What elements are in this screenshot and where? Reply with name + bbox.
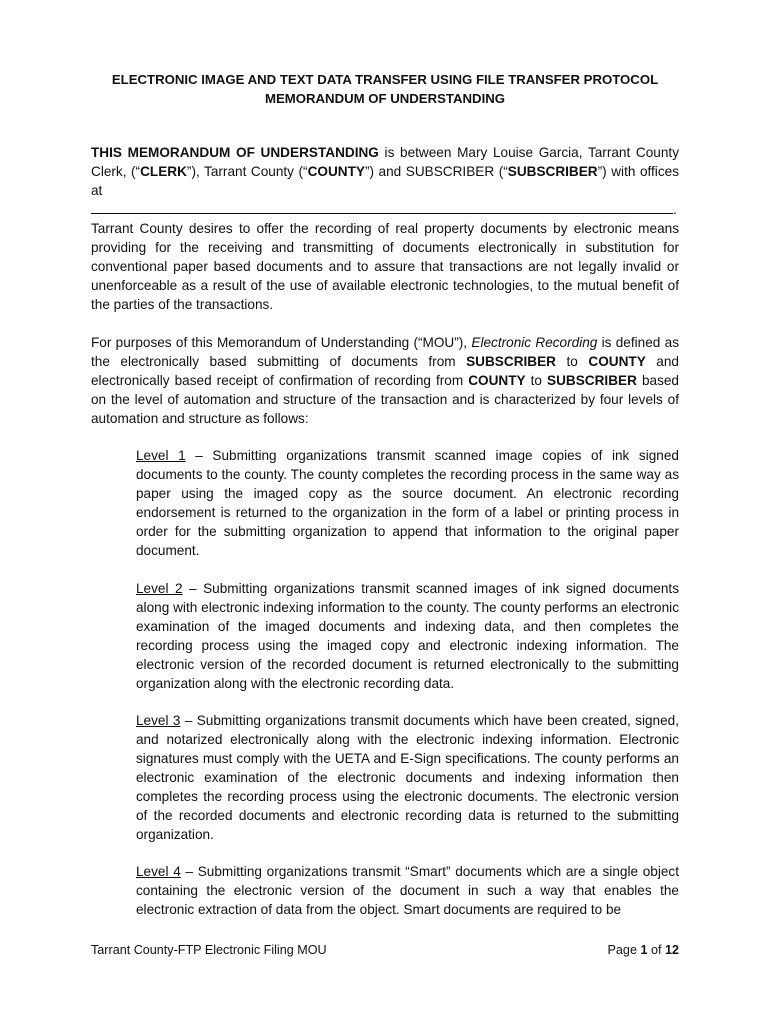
footer-document-name: Tarrant County-FTP Electronic Filing MOU [91, 943, 327, 957]
purpose-paragraph: Tarrant County desires to offer the recording of real property documents by electronic means providing for the receiving and transmitting of documents electronically in substitution for conventional paper based documents and to assure that transactions are not legally invalid or unenforceable as a result of the use of available electronic technologies, to the mutual benefit of the parties of the transactions. [91, 221, 679, 312]
definition-paragraph: For purposes of this Memorandum of Understanding (“MOU”), Electronic Recording is defined as the electronically based submitting of documents from SUBSCRIBER to COUNTY and electronically based receipt of confirmation of recording from COUNTY to SUBSCRIBER based on the level of automation and structure of the transaction and is characterized by four levels of automation and structure as follows: [91, 335, 680, 426]
level-4-label: Level 4 [136, 864, 181, 879]
level-2-paragraph: Level 2 – Submitting organizations transmit scanned images of ink signed documents along with electronic indexing information to the county. The county performs an electronic examination of the imaged documents and indexing data, and then completes the recording process using the imaged copy and electronic indexing information. The electronic version of the recorded document is returned electronically to the submitting organization along with the electronic recording data. [136, 581, 679, 691]
level-3-paragraph: Level 3 – Submitting organizations transmit documents which have been created, signed, and notarized electronically along with the electronic indexing information. Electronic signatures must comply with the UETA and E-Sign specifications. The county performs an electronic examination of the electronic documents and indexing information then completes the recording process using the electronic documents. The electronic version of the recorded documents and electronic recording data is returned to the submitting organization. [136, 713, 679, 842]
defined-term: Electronic Recording [471, 335, 598, 350]
address-blank-line [91, 201, 673, 214]
intro-paragraph: THIS MEMORANDUM OF UNDERSTANDING is between Mary Louise Garcia, Tarrant County Clerk, (“CLERK”), Tarrant County (“COUNTY”) and SUBSCRIBER (“SUBSCRIBER”) with offices at . [91, 145, 679, 217]
page-number: Page 1 of 12 [607, 943, 679, 957]
level-1-paragraph: Level 1 – Submitting organizations transmit scanned image copies of ink signed documents to the county. The county completes the recording process in the same way as paper using the imaged copy as the source document. An electronic recording endorsement is returned to the organization in the form of a label or printing process in order for the submitting organization to append that information to the original paper document. [136, 448, 679, 558]
level-3-label: Level 3 [136, 713, 181, 728]
subscriber-term: SUBSCRIBER [507, 164, 598, 179]
title-line-2: MEMORANDUM OF UNDERSTANDING [264, 91, 506, 106]
level-2-label: Level 2 [136, 581, 183, 596]
level-1-label: Level 1 [136, 448, 186, 463]
level-4-paragraph: Level 4 – Submitting organizations transmit “Smart” documents which are a single object containing the electronic version of the document in such a way that enables the electronic extraction of data from the object. Smart documents are required to be [136, 864, 679, 917]
intro-lead: THIS MEMORANDUM OF UNDERSTANDING [91, 145, 379, 160]
title-line-1: ELECTRONIC IMAGE AND TEXT DATA TRANSFER USING FILE TRANSFER PROTOCOL [111, 72, 659, 87]
county-term: COUNTY [307, 164, 365, 179]
document-title [91, 70, 679, 108]
clerk-term: CLERK [140, 164, 187, 179]
